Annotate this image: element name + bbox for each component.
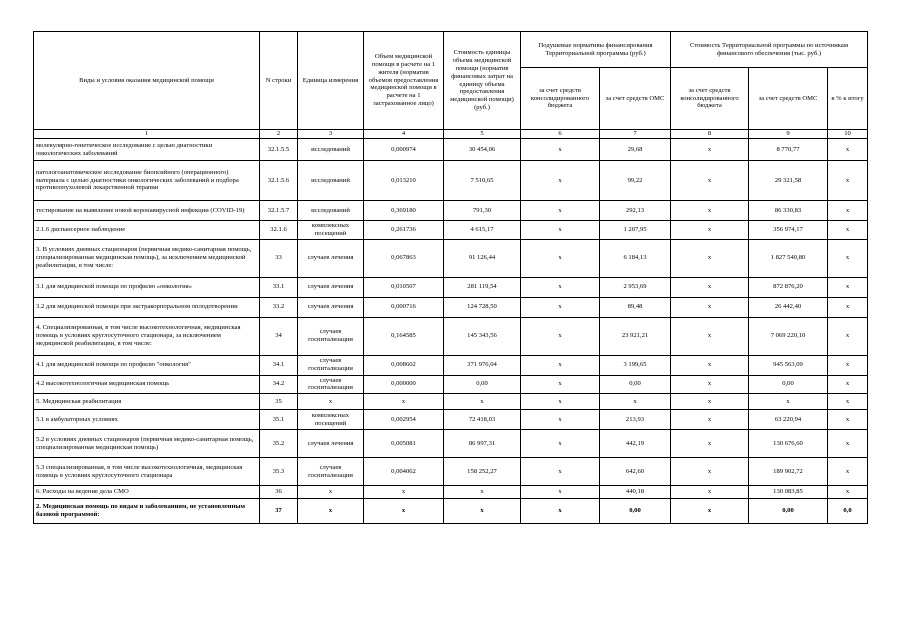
row-name: 4.2 высокотехнологичная медицинская помощь	[34, 375, 260, 394]
row-line-number: 32.1.5.5	[260, 139, 298, 161]
row-name: 5.3 специализированная, в том числе высокотехнологичная, медицинская помощь в условиях круглосуточного стационара	[34, 458, 260, 486]
table-row	[34, 277, 868, 297]
table-row	[34, 201, 868, 221]
column-number: 4	[364, 130, 444, 139]
row-unit-cost: 30 454,06	[444, 139, 521, 161]
row-norm-omc: 6 184,13	[600, 239, 671, 277]
row-unit: случаев лечения	[298, 277, 364, 297]
row-unit: исследований	[298, 201, 364, 221]
row-line-number: 33.2	[260, 297, 298, 317]
row-norm-budget: х	[521, 239, 600, 277]
row-norm-omc: 2 953,69	[600, 277, 671, 297]
row-unit: случаев госпитализации	[298, 355, 364, 375]
row-cost-budget: х	[671, 486, 749, 499]
table-header	[34, 32, 868, 139]
row-unit-cost: 0,00	[444, 375, 521, 394]
row-norm-omc: 0,00	[600, 499, 671, 524]
row-name: 2.1.6 диспансерное наблюдение	[34, 221, 260, 240]
row-cost-omc: 130 676,60	[749, 430, 828, 458]
row-norm-omc: 99,22	[600, 161, 671, 201]
row-unit: комплексных посещений	[298, 221, 364, 240]
row-unit: х	[298, 499, 364, 524]
row-cost-budget: х	[671, 277, 749, 297]
column-number: 9	[749, 130, 828, 139]
row-volume: 0,013210	[364, 161, 444, 201]
row-cost-percent: х	[828, 430, 868, 458]
table-row	[34, 161, 868, 201]
row-cost-percent: х	[828, 458, 868, 486]
column-number: 5	[444, 130, 521, 139]
column-number: 1	[34, 130, 260, 139]
row-volume: х	[364, 394, 444, 410]
row-unit-cost: 281 119,54	[444, 277, 521, 297]
header-group-norms: Подушевые нормативы финансирования Территориальной программы (руб.)	[521, 32, 671, 68]
row-cost-percent: х	[828, 161, 868, 201]
row-unit-cost: х	[444, 499, 521, 524]
table-row	[34, 221, 868, 240]
row-cost-budget: х	[671, 201, 749, 221]
table-row	[34, 486, 868, 499]
row-unit-cost: 145 343,56	[444, 317, 521, 355]
row-cost-omc: 356 974,17	[749, 221, 828, 240]
row-line-number: 35.2	[260, 430, 298, 458]
table-row	[34, 139, 868, 161]
row-norm-budget: х	[521, 375, 600, 394]
row-cost-budget: х	[671, 430, 749, 458]
row-name: 6. Расходы на ведение дела СМО	[34, 486, 260, 499]
row-unit-cost: 371 976,04	[444, 355, 521, 375]
row-norm-omc: 29,68	[600, 139, 671, 161]
table-row	[34, 239, 868, 277]
row-cost-budget: х	[671, 410, 749, 430]
row-unit-cost: 91 126,44	[444, 239, 521, 277]
header-norm-omc: за счет средств ОМС	[600, 68, 671, 130]
row-name: 3.1 для медицинской помощи по профилю «онкология»	[34, 277, 260, 297]
row-norm-budget: х	[521, 221, 600, 240]
row-unit-cost: 7 510,65	[444, 161, 521, 201]
row-volume: 0,008602	[364, 355, 444, 375]
row-cost-omc: 1 827 540,80	[749, 239, 828, 277]
row-cost-budget: х	[671, 161, 749, 201]
row-cost-omc: 7 069 220,10	[749, 317, 828, 355]
column-number: 8	[671, 130, 749, 139]
row-name: 2. Медицинская помощь по видам и заболеваниям, не установленным базовой программой:	[34, 499, 260, 524]
row-name: 5. Медицинская реабилитация	[34, 394, 260, 410]
row-volume: х	[364, 499, 444, 524]
row-norm-budget: х	[521, 355, 600, 375]
table-body	[34, 139, 868, 524]
row-cost-omc: х	[749, 394, 828, 410]
row-cost-omc: 29 321,58	[749, 161, 828, 201]
row-unit: х	[298, 394, 364, 410]
column-number: 7	[600, 130, 671, 139]
row-unit: исследований	[298, 139, 364, 161]
row-norm-omc: 0,00	[600, 375, 671, 394]
row-cost-budget: х	[671, 239, 749, 277]
row-norm-budget: х	[521, 161, 600, 201]
row-norm-budget: х	[521, 410, 600, 430]
column-number: 10	[828, 130, 868, 139]
row-norm-omc: 89,48	[600, 297, 671, 317]
row-cost-omc: 63 220,94	[749, 410, 828, 430]
row-cost-budget: х	[671, 394, 749, 410]
column-number: 6	[521, 130, 600, 139]
row-unit: случаев лечения	[298, 239, 364, 277]
column-number: 2	[260, 130, 298, 139]
row-volume: 0,000716	[364, 297, 444, 317]
row-name: 4. Специализированная, в том числе высокотехнологичная, медицинская помощь в условиях круглосуточного стационара, за исключением медицинской реабилитации, в том числе:	[34, 317, 260, 355]
header-volume: Объем медицинской помощи в расчете на 1 жителя (норматив объемов предоставления медицинской помощи в расчете на 1 застрахованное лицо)	[364, 32, 444, 130]
header-kind: Виды и условия оказания медицинской помощи	[34, 32, 260, 130]
row-cost-omc: 0,00	[749, 375, 828, 394]
row-unit: случаев госпитализации	[298, 375, 364, 394]
row-cost-percent: х	[828, 355, 868, 375]
row-unit-cost: 86 997,31	[444, 430, 521, 458]
row-volume: 0,010507	[364, 277, 444, 297]
row-line-number: 37	[260, 499, 298, 524]
column-number: 3	[298, 130, 364, 139]
row-unit-cost: 158 252,27	[444, 458, 521, 486]
table-row	[34, 410, 868, 430]
table-row	[34, 375, 868, 394]
row-norm-omc: 3 199,65	[600, 355, 671, 375]
row-norm-budget: х	[521, 394, 600, 410]
row-cost-budget: х	[671, 221, 749, 240]
row-cost-budget: х	[671, 499, 749, 524]
row-line-number: 35.3	[260, 458, 298, 486]
row-norm-budget: х	[521, 201, 600, 221]
row-volume: 0,000000	[364, 375, 444, 394]
row-cost-percent: х	[828, 394, 868, 410]
row-cost-percent: х	[828, 410, 868, 430]
row-norm-budget: х	[521, 430, 600, 458]
financing-table	[33, 31, 868, 524]
row-line-number: 35	[260, 394, 298, 410]
row-cost-omc: 945 563,09	[749, 355, 828, 375]
row-norm-omc: 440,18	[600, 486, 671, 499]
row-norm-budget: х	[521, 499, 600, 524]
row-norm-budget: х	[521, 297, 600, 317]
row-unit-cost: х	[444, 394, 521, 410]
row-norm-omc: 292,13	[600, 201, 671, 221]
row-line-number: 32.1.5.7	[260, 201, 298, 221]
row-norm-budget: х	[521, 277, 600, 297]
row-norm-omc: х	[600, 394, 671, 410]
row-unit: случаев госпитализации	[298, 458, 364, 486]
row-unit-cost: 791,30	[444, 201, 521, 221]
row-name: тестирование на выявление новой коронавирусной инфекции (COVID-19)	[34, 201, 260, 221]
row-unit: случаев госпитализации	[298, 317, 364, 355]
row-cost-percent: х	[828, 297, 868, 317]
row-volume: 0,000974	[364, 139, 444, 161]
row-cost-omc: 8 770,77	[749, 139, 828, 161]
row-cost-omc: 26 442,40	[749, 297, 828, 317]
row-name: 4.1 для медицинской помощи по профилю "онкология"	[34, 355, 260, 375]
row-cost-percent: х	[828, 139, 868, 161]
row-volume: 0,005081	[364, 430, 444, 458]
row-cost-omc: 872 876,20	[749, 277, 828, 297]
row-unit-cost: 4 615,17	[444, 221, 521, 240]
row-line-number: 33.1	[260, 277, 298, 297]
row-norm-omc: 642,60	[600, 458, 671, 486]
row-norm-omc: 1 207,95	[600, 221, 671, 240]
row-cost-omc: 130 083,85	[749, 486, 828, 499]
row-line-number: 33	[260, 239, 298, 277]
row-norm-budget: х	[521, 486, 600, 499]
row-cost-percent: х	[828, 221, 868, 240]
row-unit-cost: х	[444, 486, 521, 499]
row-line-number: 34.2	[260, 375, 298, 394]
table-row	[34, 394, 868, 410]
row-line-number: 34.1	[260, 355, 298, 375]
row-unit: случаев лечения	[298, 430, 364, 458]
header-line-no: N строки	[260, 32, 298, 130]
row-norm-budget: х	[521, 317, 600, 355]
row-unit-cost: 124 728,50	[444, 297, 521, 317]
row-cost-percent: х	[828, 277, 868, 297]
header-unit: Единица измерения	[298, 32, 364, 130]
row-cost-percent: х	[828, 201, 868, 221]
table-row	[34, 317, 868, 355]
row-cost-budget: х	[671, 297, 749, 317]
header-cost-percent: в % к итогу	[828, 68, 868, 130]
row-cost-percent: х	[828, 375, 868, 394]
row-name: молекулярно-генетическое исследование с целью диагностики онкологических заболеваний	[34, 139, 260, 161]
header-unit-cost: Стоимость единицы объема медицинской помощи (норматив финансовых затрат на единицу объема предоставления медицинской помощи) (руб.)	[444, 32, 521, 130]
row-line-number: 32.1.6	[260, 221, 298, 240]
row-norm-budget: х	[521, 458, 600, 486]
row-line-number: 35.1	[260, 410, 298, 430]
row-cost-percent: х	[828, 486, 868, 499]
table-row	[34, 430, 868, 458]
header-cost-omc: за счет средств ОМС	[749, 68, 828, 130]
row-unit: х	[298, 486, 364, 499]
row-norm-omc: 23 921,21	[600, 317, 671, 355]
table-row	[34, 297, 868, 317]
row-unit: исследований	[298, 161, 364, 201]
row-name: 3. В условиях дневных стационаров (первичная медико-санитарная помощь, специализированная медицинская помощь), за исключением медицинской реабилитации, в том числе:	[34, 239, 260, 277]
row-volume: 0,004062	[364, 458, 444, 486]
header-cost-budget: за счет средств консолидированного бюджета	[671, 68, 749, 130]
row-name: 5.2 в условиях дневных стационаров (первичная медико-санитарная помощь, специализированная медицинская помощь)	[34, 430, 260, 458]
row-volume: 0,164585	[364, 317, 444, 355]
table-row	[34, 499, 868, 524]
row-line-number: 34	[260, 317, 298, 355]
row-name: патологоанатомическое исследование биопсийного (операционного) материала с целью диагностики онкологических заболеваний и подбора противоопухолевой лекарственной терапии	[34, 161, 260, 201]
row-volume: 0,002954	[364, 410, 444, 430]
row-norm-omc: 442,19	[600, 430, 671, 458]
row-cost-percent: х	[828, 239, 868, 277]
row-unit: случаев лечения	[298, 297, 364, 317]
row-norm-budget: х	[521, 139, 600, 161]
row-cost-omc: 0,00	[749, 499, 828, 524]
row-volume: 0,067863	[364, 239, 444, 277]
row-name: 5.1 в амбулаторных условиях	[34, 410, 260, 430]
row-cost-budget: х	[671, 375, 749, 394]
row-cost-percent: х	[828, 317, 868, 355]
table-row	[34, 458, 868, 486]
row-cost-omc: 86 330,83	[749, 201, 828, 221]
row-cost-budget: х	[671, 458, 749, 486]
header-norm-budget: за счет средств консолидированного бюджета	[521, 68, 600, 130]
table-row	[34, 355, 868, 375]
row-name: 3.2 для медицинской помощи при экстракорпоральном оплодотворении	[34, 297, 260, 317]
row-cost-budget: х	[671, 139, 749, 161]
row-cost-percent: 0,0	[828, 499, 868, 524]
row-norm-omc: 213,93	[600, 410, 671, 430]
header-group-cost: Стоимость Территориальной программы по источникам финансового обеспечения (тыс. руб.)	[671, 32, 868, 68]
row-volume: 0,261736	[364, 221, 444, 240]
row-line-number: 36	[260, 486, 298, 499]
row-volume: 0,369180	[364, 201, 444, 221]
row-unit: комплексных посещений	[298, 410, 364, 430]
row-line-number: 32.1.5.6	[260, 161, 298, 201]
column-numbers-row	[34, 130, 868, 139]
row-cost-budget: х	[671, 355, 749, 375]
row-unit-cost: 72 418,03	[444, 410, 521, 430]
row-cost-omc: 189 902,72	[749, 458, 828, 486]
row-volume: х	[364, 486, 444, 499]
row-cost-budget: х	[671, 317, 749, 355]
